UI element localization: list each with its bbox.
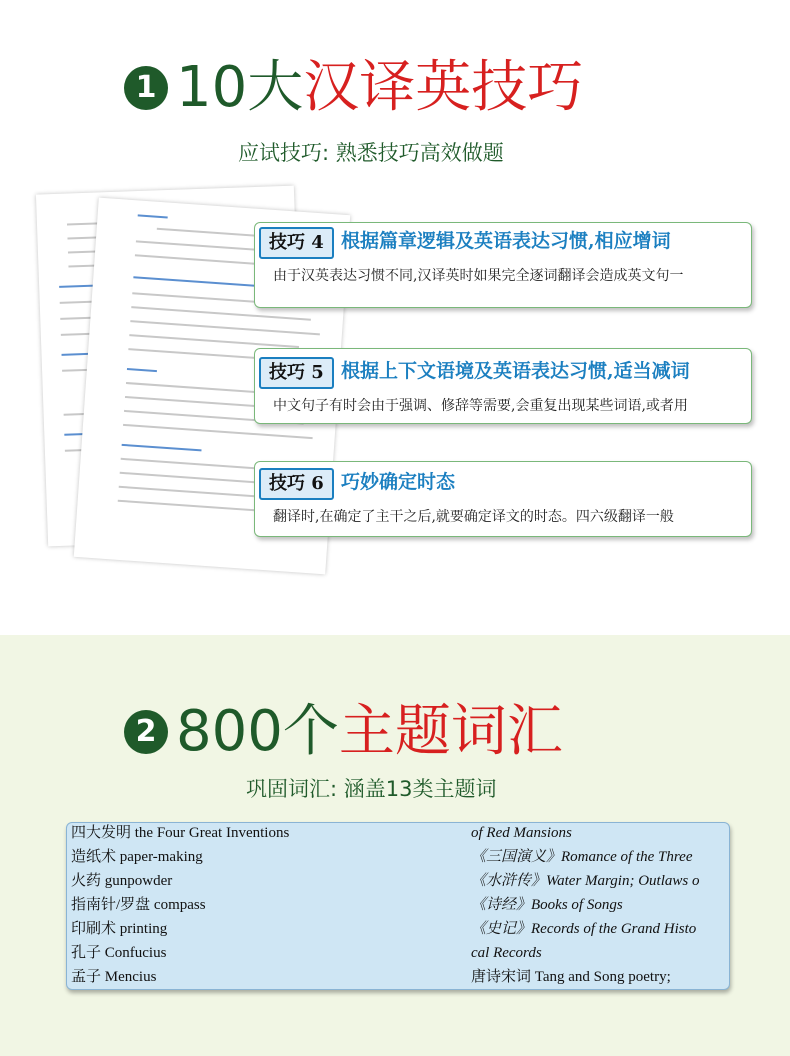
section-number-badge: 1 — [124, 66, 168, 110]
section-heading — [176, 700, 563, 764]
tip-tag: 技巧 4 — [259, 227, 334, 259]
section-subtitle: 应试技巧: 熟悉技巧高效做题 — [238, 141, 504, 165]
tip-title: 根据篇章逻辑及英语表达习惯,相应增词 — [341, 230, 671, 252]
tip-title: 根据上下文语境及英语表达习惯,适当减词 — [341, 360, 690, 382]
vocab-item: 《水浒传》Water Margin; Outlaws o — [471, 873, 700, 889]
tip-body: 翻译时,在确定了主干之后,就要确定译文的时态。四六级翻译一般 — [273, 509, 674, 525]
vocab-item: 指南针/罗盘 compass — [71, 897, 206, 913]
tip-card-6 — [254, 461, 752, 537]
heading-green-text: 800个 — [176, 699, 339, 764]
tip-card-4 — [254, 222, 752, 308]
tip-tag: 技巧 6 — [259, 468, 334, 500]
vocab-item: 孔子 Confucius — [71, 945, 167, 961]
tip-title: 巧妙确定时态 — [341, 471, 456, 493]
vocab-item: of Red Mansions — [471, 825, 572, 841]
vocab-item: 唐诗宋词 Tang and Song poetry; — [471, 969, 671, 985]
section-subtitle: 巩固词汇: 涵盖13类主题词 — [246, 777, 497, 801]
vocab-box — [66, 822, 730, 990]
section-number-badge: 2 — [124, 710, 168, 754]
vocab-item: cal Records — [471, 945, 542, 961]
vocab-item: 孟子 Mencius — [71, 969, 157, 985]
tip-tag: 技巧 5 — [259, 357, 334, 389]
vocab-item: 《史记》Records of the Grand Histo — [471, 921, 697, 937]
tip-body: 由于汉英表达习惯不同,汉译英时如果完全逐词翻译会造成英文句一 — [273, 268, 684, 284]
vocab-item: 《诗经》Books of Songs — [471, 897, 623, 913]
heading-red-text: 主题词汇 — [338, 699, 563, 764]
tip-body: 中文句子有时会由于强调、修辞等需要,会重复出现某些词语,或者用 — [273, 398, 688, 414]
vocab-item: 四大发明 the Four Great Inventions — [71, 825, 290, 841]
tip-card-5 — [254, 348, 752, 424]
vocab-item: 造纸术 paper-making — [71, 849, 203, 865]
heading-red-text: 汉译英技巧 — [303, 55, 584, 120]
vocab-item: 印刷术 printing — [71, 921, 168, 937]
heading-green-text: 10大 — [176, 55, 304, 120]
section-heading — [176, 56, 583, 120]
vocab-item: 《三国演义》Romance of the Three — [471, 849, 693, 865]
vocab-item: 火药 gunpowder — [71, 873, 173, 889]
